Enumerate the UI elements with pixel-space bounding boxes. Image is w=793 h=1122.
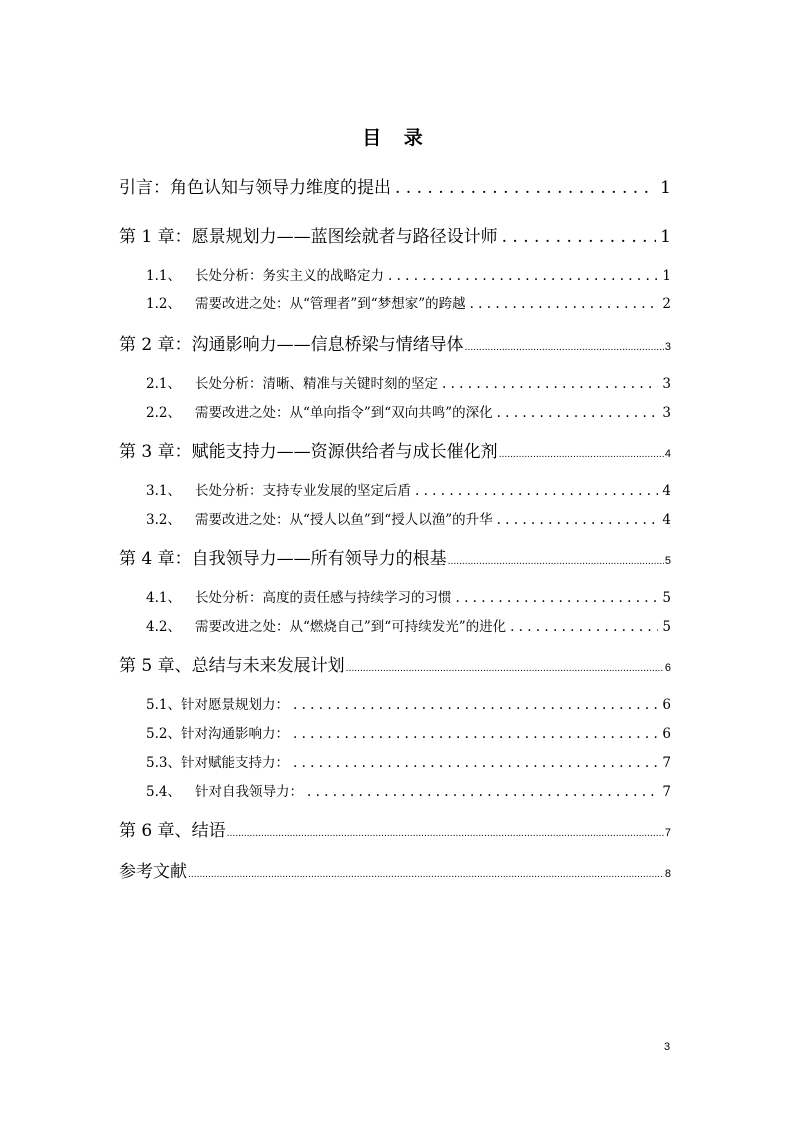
toc-entry-title: 长处分析：清晰、精准与关键时刻的坚定 bbox=[194, 376, 438, 392]
toc-entry-title: 需要改进之处：从“单向指令”到“双向共鸣”的深化 bbox=[194, 405, 493, 421]
toc-leader-dots bbox=[502, 225, 657, 249]
toc-entry-section-2-1[interactable] bbox=[146, 374, 671, 394]
toc-entry-section-4-2[interactable] bbox=[146, 617, 671, 637]
toc-entry-section-1-1[interactable] bbox=[146, 266, 671, 286]
toc-entry-page: 4 bbox=[662, 483, 671, 499]
toc-leader-dots bbox=[388, 266, 658, 286]
toc-entry-page: 1 bbox=[660, 227, 671, 247]
toc-entry-page: 7 bbox=[664, 827, 671, 839]
toc-leader-dots bbox=[465, 333, 664, 360]
toc-entry-title: 结语 bbox=[191, 821, 226, 841]
toc-entry-number: 2.2、 bbox=[146, 405, 181, 421]
toc-entry-title: 针对自我领导力： bbox=[194, 784, 303, 800]
toc-entry-chapter-1[interactable] bbox=[119, 225, 671, 249]
toc-entry-page: 5 bbox=[662, 619, 671, 635]
toc-entry-number: 3.2、 bbox=[146, 512, 181, 528]
toc-entry-title: 长处分析：支持专业发展的坚定后盾 bbox=[194, 483, 411, 499]
toc-entry-number: 第 5 章、 bbox=[119, 656, 192, 676]
toc-entry-page: 4 bbox=[662, 512, 671, 528]
toc-entry-title: 长处分析：务实主义的战略定力 bbox=[194, 268, 384, 284]
toc-entry-page: 2 bbox=[662, 296, 671, 312]
toc-entry-section-3-2[interactable] bbox=[146, 510, 671, 530]
toc-entry-title: 针对赋能支持力： bbox=[180, 755, 289, 771]
toc-entry-title: 需要改进之处：从“管理者”到“梦想家”的跨越 bbox=[194, 296, 466, 312]
toc-leader-dots bbox=[442, 374, 658, 394]
toc-entry-title: 沟通影响力——信息桥梁与情绪导体 bbox=[191, 335, 464, 355]
toc-entry-title: 需要改进之处：从“授人以鱼”到“授人以渔”的升华 bbox=[194, 512, 493, 528]
toc-entry-title: 总结与未来发展计划 bbox=[191, 656, 345, 676]
toc-entry-section-2-2[interactable] bbox=[146, 403, 671, 423]
toc-entry-page: 5 bbox=[662, 590, 671, 606]
page-number: 3 bbox=[664, 1041, 671, 1053]
toc-entry-number: 4.1、 bbox=[146, 590, 181, 606]
toc-entry-title: 自我领导力——所有领导力的根基 bbox=[191, 549, 447, 569]
toc-entry-title: 针对愿景规划力： bbox=[180, 697, 289, 713]
toc-leader-dots bbox=[227, 819, 664, 846]
toc-leader-dots bbox=[293, 724, 658, 744]
toc-entry-number: 第 3 章： bbox=[119, 442, 192, 462]
toc-entry-page: 1 bbox=[660, 178, 671, 198]
toc-entry-section-1-2[interactable] bbox=[146, 294, 671, 314]
toc-entry-number: 1.1、 bbox=[146, 268, 181, 284]
toc-entry-number: 1.2、 bbox=[146, 296, 181, 312]
toc-entry-title: 参考文献 bbox=[119, 862, 187, 882]
toc-entry-number: 第 4 章： bbox=[119, 549, 192, 569]
toc-entry-title: 需要改进之处：从“燃烧自己”到“可持续发光”的进化 bbox=[194, 619, 507, 635]
toc-entry-number: 4.2、 bbox=[146, 619, 181, 635]
toc-entry-chapter-6[interactable] bbox=[119, 819, 671, 846]
toc-leader-dots bbox=[497, 403, 659, 423]
toc-leader-dots bbox=[510, 617, 658, 637]
toc-entry-number: 5.4、 bbox=[146, 784, 181, 800]
toc-entry-section-4-1[interactable] bbox=[146, 588, 671, 608]
toc-entry-chapter-2[interactable] bbox=[119, 333, 671, 360]
toc-entry-intro[interactable] bbox=[119, 176, 671, 200]
toc-entry-title: 针对沟通影响力： bbox=[180, 726, 289, 742]
toc-entry-number: 5.3、 bbox=[146, 755, 181, 771]
toc-entry-chapter-4[interactable] bbox=[119, 547, 671, 574]
toc-entry-page: 6 bbox=[664, 662, 671, 674]
toc-entry-number: 引言： bbox=[119, 178, 170, 198]
toc-leader-dots bbox=[415, 481, 658, 501]
toc-entry-page: 8 bbox=[664, 868, 671, 880]
toc-leader-dots bbox=[307, 782, 658, 802]
toc-entry-number: 5.2、 bbox=[146, 726, 181, 742]
toc-entry-page: 4 bbox=[664, 448, 671, 460]
toc-entry-number: 第 6 章、 bbox=[119, 821, 192, 841]
toc-entry-chapter-5[interactable] bbox=[119, 654, 671, 681]
toc-entry-title: 愿景规划力——蓝图绘就者与路径设计师 bbox=[191, 227, 498, 247]
toc-entry-references[interactable] bbox=[119, 860, 671, 887]
toc-entry-page: 6 bbox=[662, 726, 671, 742]
toc-entry-section-3-1[interactable] bbox=[146, 481, 671, 501]
toc-leader-dots bbox=[395, 176, 656, 200]
toc-entry-page: 1 bbox=[662, 268, 671, 284]
toc-entry-title: 角色认知与领导力维度的提出 bbox=[170, 178, 391, 198]
page-title: 目 录 bbox=[362, 127, 431, 149]
toc-entry-page: 3 bbox=[662, 376, 671, 392]
toc-entry-page: 3 bbox=[664, 341, 671, 353]
toc-entry-section-5-2[interactable] bbox=[146, 724, 671, 744]
toc-entry-title: 赋能支持力——资源供给者与成长催化剂 bbox=[191, 442, 498, 462]
toc-leader-dots bbox=[455, 588, 658, 608]
toc-entry-section-5-4[interactable] bbox=[146, 782, 671, 802]
toc-leader-dots bbox=[188, 860, 664, 887]
toc-entry-page: 5 bbox=[664, 555, 671, 567]
toc-entry-number: 3.1、 bbox=[146, 483, 181, 499]
toc-entry-section-5-1[interactable] bbox=[146, 695, 671, 715]
toc-entry-page: 3 bbox=[662, 405, 671, 421]
toc-leader-dots bbox=[293, 695, 658, 715]
toc-leader-dots bbox=[448, 547, 664, 574]
toc-entry-number: 5.1、 bbox=[146, 697, 181, 713]
toc-leader-dots bbox=[293, 753, 658, 773]
toc-entry-page: 7 bbox=[662, 784, 671, 800]
toc-entry-number: 第 2 章： bbox=[119, 335, 192, 355]
toc-leader-dots bbox=[470, 294, 659, 314]
toc-leader-dots bbox=[346, 654, 664, 681]
toc-leader-dots bbox=[499, 440, 664, 467]
toc-entry-page: 6 bbox=[662, 697, 671, 713]
toc-entry-page: 7 bbox=[662, 755, 671, 771]
toc-entry-chapter-3[interactable] bbox=[119, 440, 671, 467]
toc-leader-dots bbox=[497, 510, 659, 530]
toc-entry-number: 第 1 章： bbox=[119, 227, 192, 247]
toc-entry-section-5-3[interactable] bbox=[146, 753, 671, 773]
toc-entry-number: 2.1、 bbox=[146, 376, 181, 392]
toc-entry-title: 长处分析：高度的责任感与持续学习的习惯 bbox=[194, 590, 452, 606]
